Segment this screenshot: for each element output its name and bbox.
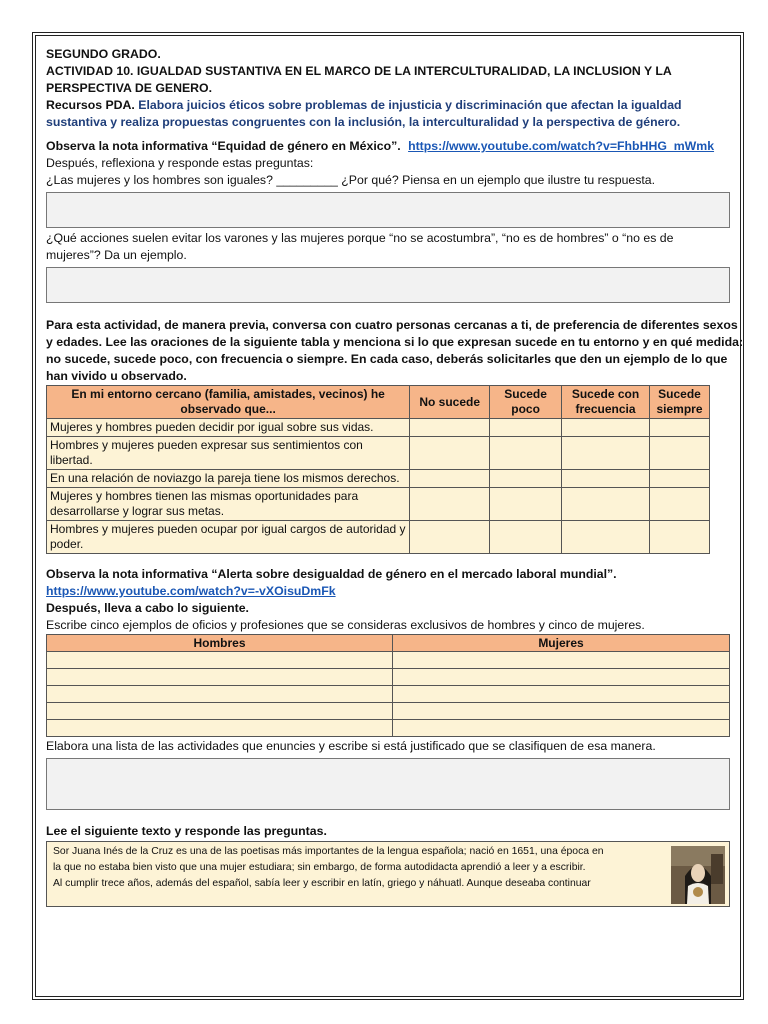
resources-label: Recursos PDA. [46, 98, 135, 112]
entry-cell[interactable] [47, 720, 393, 737]
check-cell[interactable] [490, 521, 562, 554]
reading-box [46, 841, 730, 907]
worksheet [46, 46, 744, 907]
check-cell[interactable] [562, 488, 650, 521]
sor-juana-portrait-image [671, 846, 725, 904]
grade-title: SEGUNDO GRADO. [46, 47, 161, 61]
reflect-instruction: Después, reflexiona y responde estas preguntas: [46, 156, 314, 170]
reading-title: Lee el siguiente texto y responde las preguntas. [46, 824, 327, 838]
question-2-line-1: ¿Qué acciones suelen evitar los varones y las mujeres porque “no se acostumbra”, “no es de hombres” o “no es de [46, 231, 674, 245]
table-row [47, 521, 710, 554]
table-row [47, 488, 710, 521]
activity-title-line-1: ACTIVIDAD 10. IGUALDAD SUSTANTIVA EN EL MARCO DE LA INTERCULTURALIDAD, LA INCLUSION Y LA [46, 64, 672, 78]
check-cell[interactable] [410, 437, 490, 470]
pda-line-2: sustantiva y realiza propuestas congruentes con la inclusión, la interculturalidad y la perspectiva de género. [46, 115, 681, 129]
table-row [47, 652, 730, 669]
entry-cell[interactable] [393, 703, 730, 720]
video-link-1[interactable]: https://www.youtube.com/watch?v=FhbHHG_mWmk [408, 139, 715, 153]
answer-box-3[interactable] [46, 758, 730, 810]
statement-cell: Mujeres y hombres pueden decidir por igual sobre sus vidas. [47, 419, 410, 437]
question-2-line-2: mujeres”? Da un ejemplo. [46, 248, 187, 262]
header-sucede-frecuencia: Sucede con frecuencia [562, 386, 650, 419]
observation-table-header [47, 386, 710, 419]
pda-line-1 [46, 97, 730, 114]
check-cell[interactable] [562, 470, 650, 488]
entry-cell[interactable] [393, 652, 730, 669]
answer-box-2[interactable] [46, 267, 730, 303]
check-cell[interactable] [650, 419, 710, 437]
check-cell[interactable] [650, 470, 710, 488]
statement-cell: En una relación de noviazgo la pareja tiene los mismos derechos. [47, 470, 410, 488]
observe-note-1: Observa la nota informativa “Equidad de género en México”. [46, 139, 401, 153]
check-cell[interactable] [490, 437, 562, 470]
entry-cell[interactable] [393, 720, 730, 737]
section-entorno [46, 317, 744, 554]
check-cell[interactable] [410, 521, 490, 554]
pda-text-1: Elabora juicios éticos sobre problemas de injusticia y discriminación que afectan la igualdad [138, 98, 682, 112]
table-row [47, 703, 730, 720]
header-hombres: Hombres [47, 635, 393, 652]
table-row [47, 669, 730, 686]
check-cell[interactable] [562, 437, 650, 470]
activity-title-line-2: PERSPECTIVA DE GENERO. [46, 81, 213, 95]
question-1: ¿Las mujeres y los hombres son iguales? _________ ¿Por qué? Piensa en un ejemplo que ilustre tu respuesta. [46, 173, 656, 187]
entry-cell[interactable] [47, 686, 393, 703]
check-cell[interactable] [490, 488, 562, 521]
intro-line-1: Para esta actividad, de manera previa, conversa con cuatro personas cercanas a ti, de preferencia de diferentes sexos [46, 318, 738, 332]
intro-line-2: y edades. Lee las oraciones de la siguiente tabla y menciona si lo que expresan sucede en tu entorno y en qué medida: [46, 335, 744, 349]
header-sucede-siempre: Sucede siempre [650, 386, 710, 419]
header-sucede-poco: Sucede poco [490, 386, 562, 419]
check-cell[interactable] [650, 488, 710, 521]
table-row [47, 470, 710, 488]
section-lectura [46, 823, 730, 907]
check-cell[interactable] [562, 419, 650, 437]
section-mercado-laboral [46, 566, 730, 810]
entry-cell[interactable] [47, 652, 393, 669]
next-step-label: Después, lleva a cabo lo siguiente. [46, 601, 249, 615]
reading-line-3: Al cumplir trece años, además del español, sabía leer y escribir en latín, griego y náhuatl. Aunque deseaba continuar [53, 878, 591, 889]
professions-instruction: Escribe cinco ejemplos de oficios y profesiones que se consideras exclusivos de hombres y cinco de mujeres. [46, 618, 645, 632]
intro-line-4: han vivido u observado. [46, 369, 187, 383]
professions-table [46, 634, 730, 737]
check-cell[interactable] [410, 470, 490, 488]
table-row [47, 419, 710, 437]
entry-cell[interactable] [47, 669, 393, 686]
header-no-sucede: No sucede [410, 386, 490, 419]
reading-line-1: Sor Juana Inés de la Cruz es una de las poetisas más importantes de la lengua española; nació en 1651, una época en [53, 846, 604, 857]
table-row [47, 437, 710, 470]
check-cell[interactable] [650, 437, 710, 470]
worksheet-header [46, 46, 730, 131]
observation-table [46, 385, 710, 554]
statement-cell: Mujeres y hombres tienen las mismas oportunidades para desarrollarse y lograr sus metas. [47, 488, 410, 521]
video-link-2[interactable]: https://www.youtube.com/watch?v=-vXOisuDmFk [46, 584, 336, 598]
check-cell[interactable] [650, 521, 710, 554]
list-instruction: Elabora una lista de las actividades que enuncies y escribe si está justificado que se clasifiquen de esa manera. [46, 739, 656, 753]
check-cell[interactable] [410, 488, 490, 521]
answer-box-1[interactable] [46, 192, 730, 228]
table-row [47, 720, 730, 737]
statement-cell: Hombres y mujeres pueden ocupar por igual cargos de autoridad y poder. [47, 521, 410, 554]
intro-line-3: no sucede, sucede poco, con frecuencia o siempre. En cada caso, deberás solicitarles que den un ejemplo de lo que [46, 352, 728, 366]
table-row [47, 686, 730, 703]
header-mujeres: Mujeres [393, 635, 730, 652]
entry-cell[interactable] [393, 669, 730, 686]
entry-cell[interactable] [47, 703, 393, 720]
check-cell[interactable] [490, 419, 562, 437]
header-statement: En mi entorno cercano (familia, amistades, vecinos) he observado que... [47, 386, 410, 419]
observe-note-2: Observa la nota informativa “Alerta sobre desigualdad de género en el mercado laboral mundial”. [46, 567, 617, 581]
check-cell[interactable] [410, 419, 490, 437]
section-equidad [46, 138, 730, 303]
check-cell[interactable] [562, 521, 650, 554]
statement-cell: Hombres y mujeres pueden expresar sus sentimientos con libertad. [47, 437, 410, 470]
entry-cell[interactable] [393, 686, 730, 703]
reading-line-2: la que no estaba bien visto que una mujer estudiara; sin embargo, de forma autodidacta aprendió a leer y a escribir. [53, 862, 586, 873]
check-cell[interactable] [490, 470, 562, 488]
